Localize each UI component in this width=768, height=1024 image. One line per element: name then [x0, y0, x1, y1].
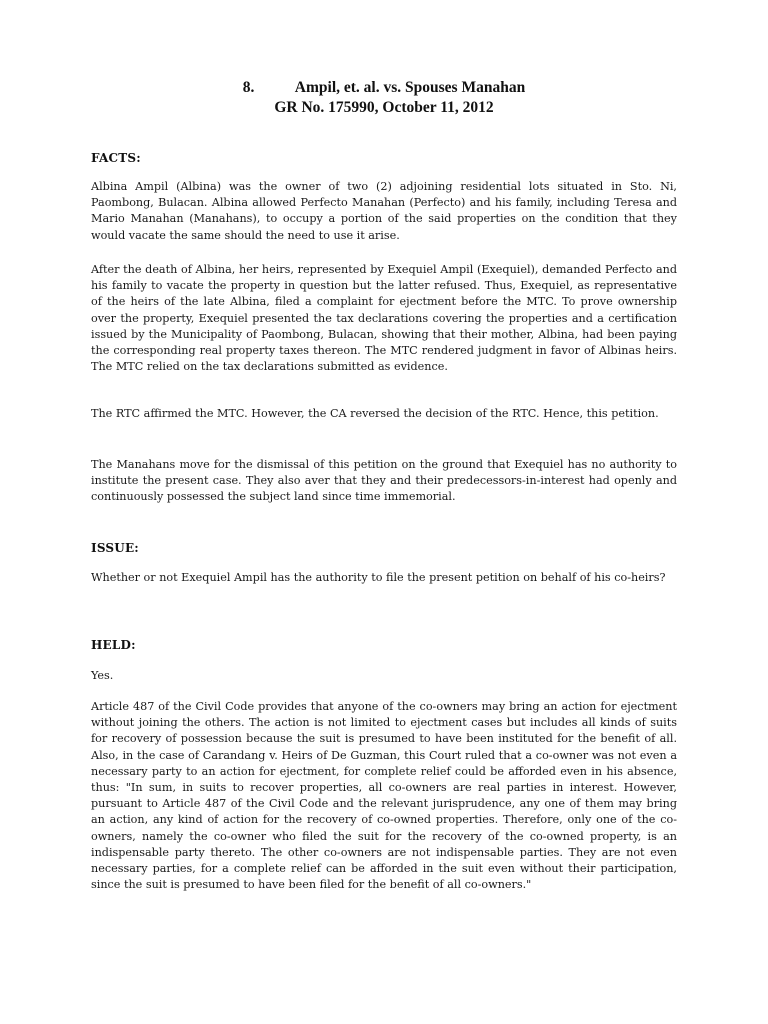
held-paragraph: Article 487 of the Civil Code provides that anyone of the co-owners may bring an action for ejectment without joining the others. The action is not limited to ejectment cases but includes all kinds of suits for recovery of possession because the suit is presumed to have been instituted for the benefit of all. Also, in the case of Carandang v. Heirs of De Guzman, this Court ruled that a co-owner was not even a necessary party to an action for ejectment, for complete relief could be afforded even in his absence, thus: "In sum, in suits to recover properties, all co-owners are real parties in interest. However, pursuant to Article 487 of the Civil Code and the relevant jurisprudence, any one of them may bring an action, any kind of action for the recovery of co-owned properties. Therefore, only one of the co-owners, namely the co-owner who filed the suit for the recovery of the co-owned property, is an indispensable party thereto. The other co-owners are not indispensable parties. They are not even necessary parties, for a complete relief can be afforded in the suit even without their participation, since the suit is presumed to have been filed for the benefit of all co-owners.": [91, 700, 677, 892]
facts-paragraph-3: The RTC affirmed the MTC. However, the CA reversed the decision of the RTC. Hence, this petition.: [91, 407, 659, 420]
issue-paragraph: Whether or not Exequiel Ampil has the authority to file the present petition on behalf of his co-heirs?: [91, 571, 666, 584]
case-number: 8.: [242, 79, 255, 96]
facts-heading: FACTS:: [91, 151, 141, 165]
facts-paragraph-4: The Manahans move for the dismissal of this petition on the ground that Exequiel has no authority to institute the present case. They also aver that they and their predecessors-in-interest had openly and continuously possessed the subject land since time immemorial.: [91, 458, 677, 504]
held-answer: Yes.: [91, 669, 114, 682]
facts-paragraph-1: Albina Ampil (Albina) was the owner of two (2) adjoining residential lots situated in Sto. Ni, Paombong, Bulacan. Albina allowed Perfecto Manahan (Perfecto) and his family, including Teresa and Mario Manahan (Manahans), to occupy a portion of the said properties on the condition that they would vacate the same should the need to use it arise.: [91, 180, 677, 242]
issue-heading: ISSUE:: [91, 541, 139, 555]
held-heading: HELD:: [91, 638, 136, 652]
case-title: Ampil, et. al. vs. Spouses Manahan: [294, 79, 526, 96]
gr-number-line: GR No. 175990, October 11, 2012: [274, 99, 494, 116]
case-title-line: [0, 79, 768, 97]
facts-paragraph-2: After the death of Albina, her heirs, represented by Exequiel Ampil (Exequiel), demanded Perfecto and his family to vacate the property in question but the latter refused. Thus, Exequiel, as representative of the heirs of the late Albina, filed a complaint for ejectment before the MTC. To prove ownership over the property, Exequiel presented the tax declarations covering the properties and a certification issued by the Municipality of Paombong, Bulacan, showing that their mother, Albina, had been paying the corresponding real property taxes thereon. The MTC rendered judgment in favor of Albinas heirs. The MTC relied on the tax declarations submitted as evidence.: [91, 263, 677, 374]
